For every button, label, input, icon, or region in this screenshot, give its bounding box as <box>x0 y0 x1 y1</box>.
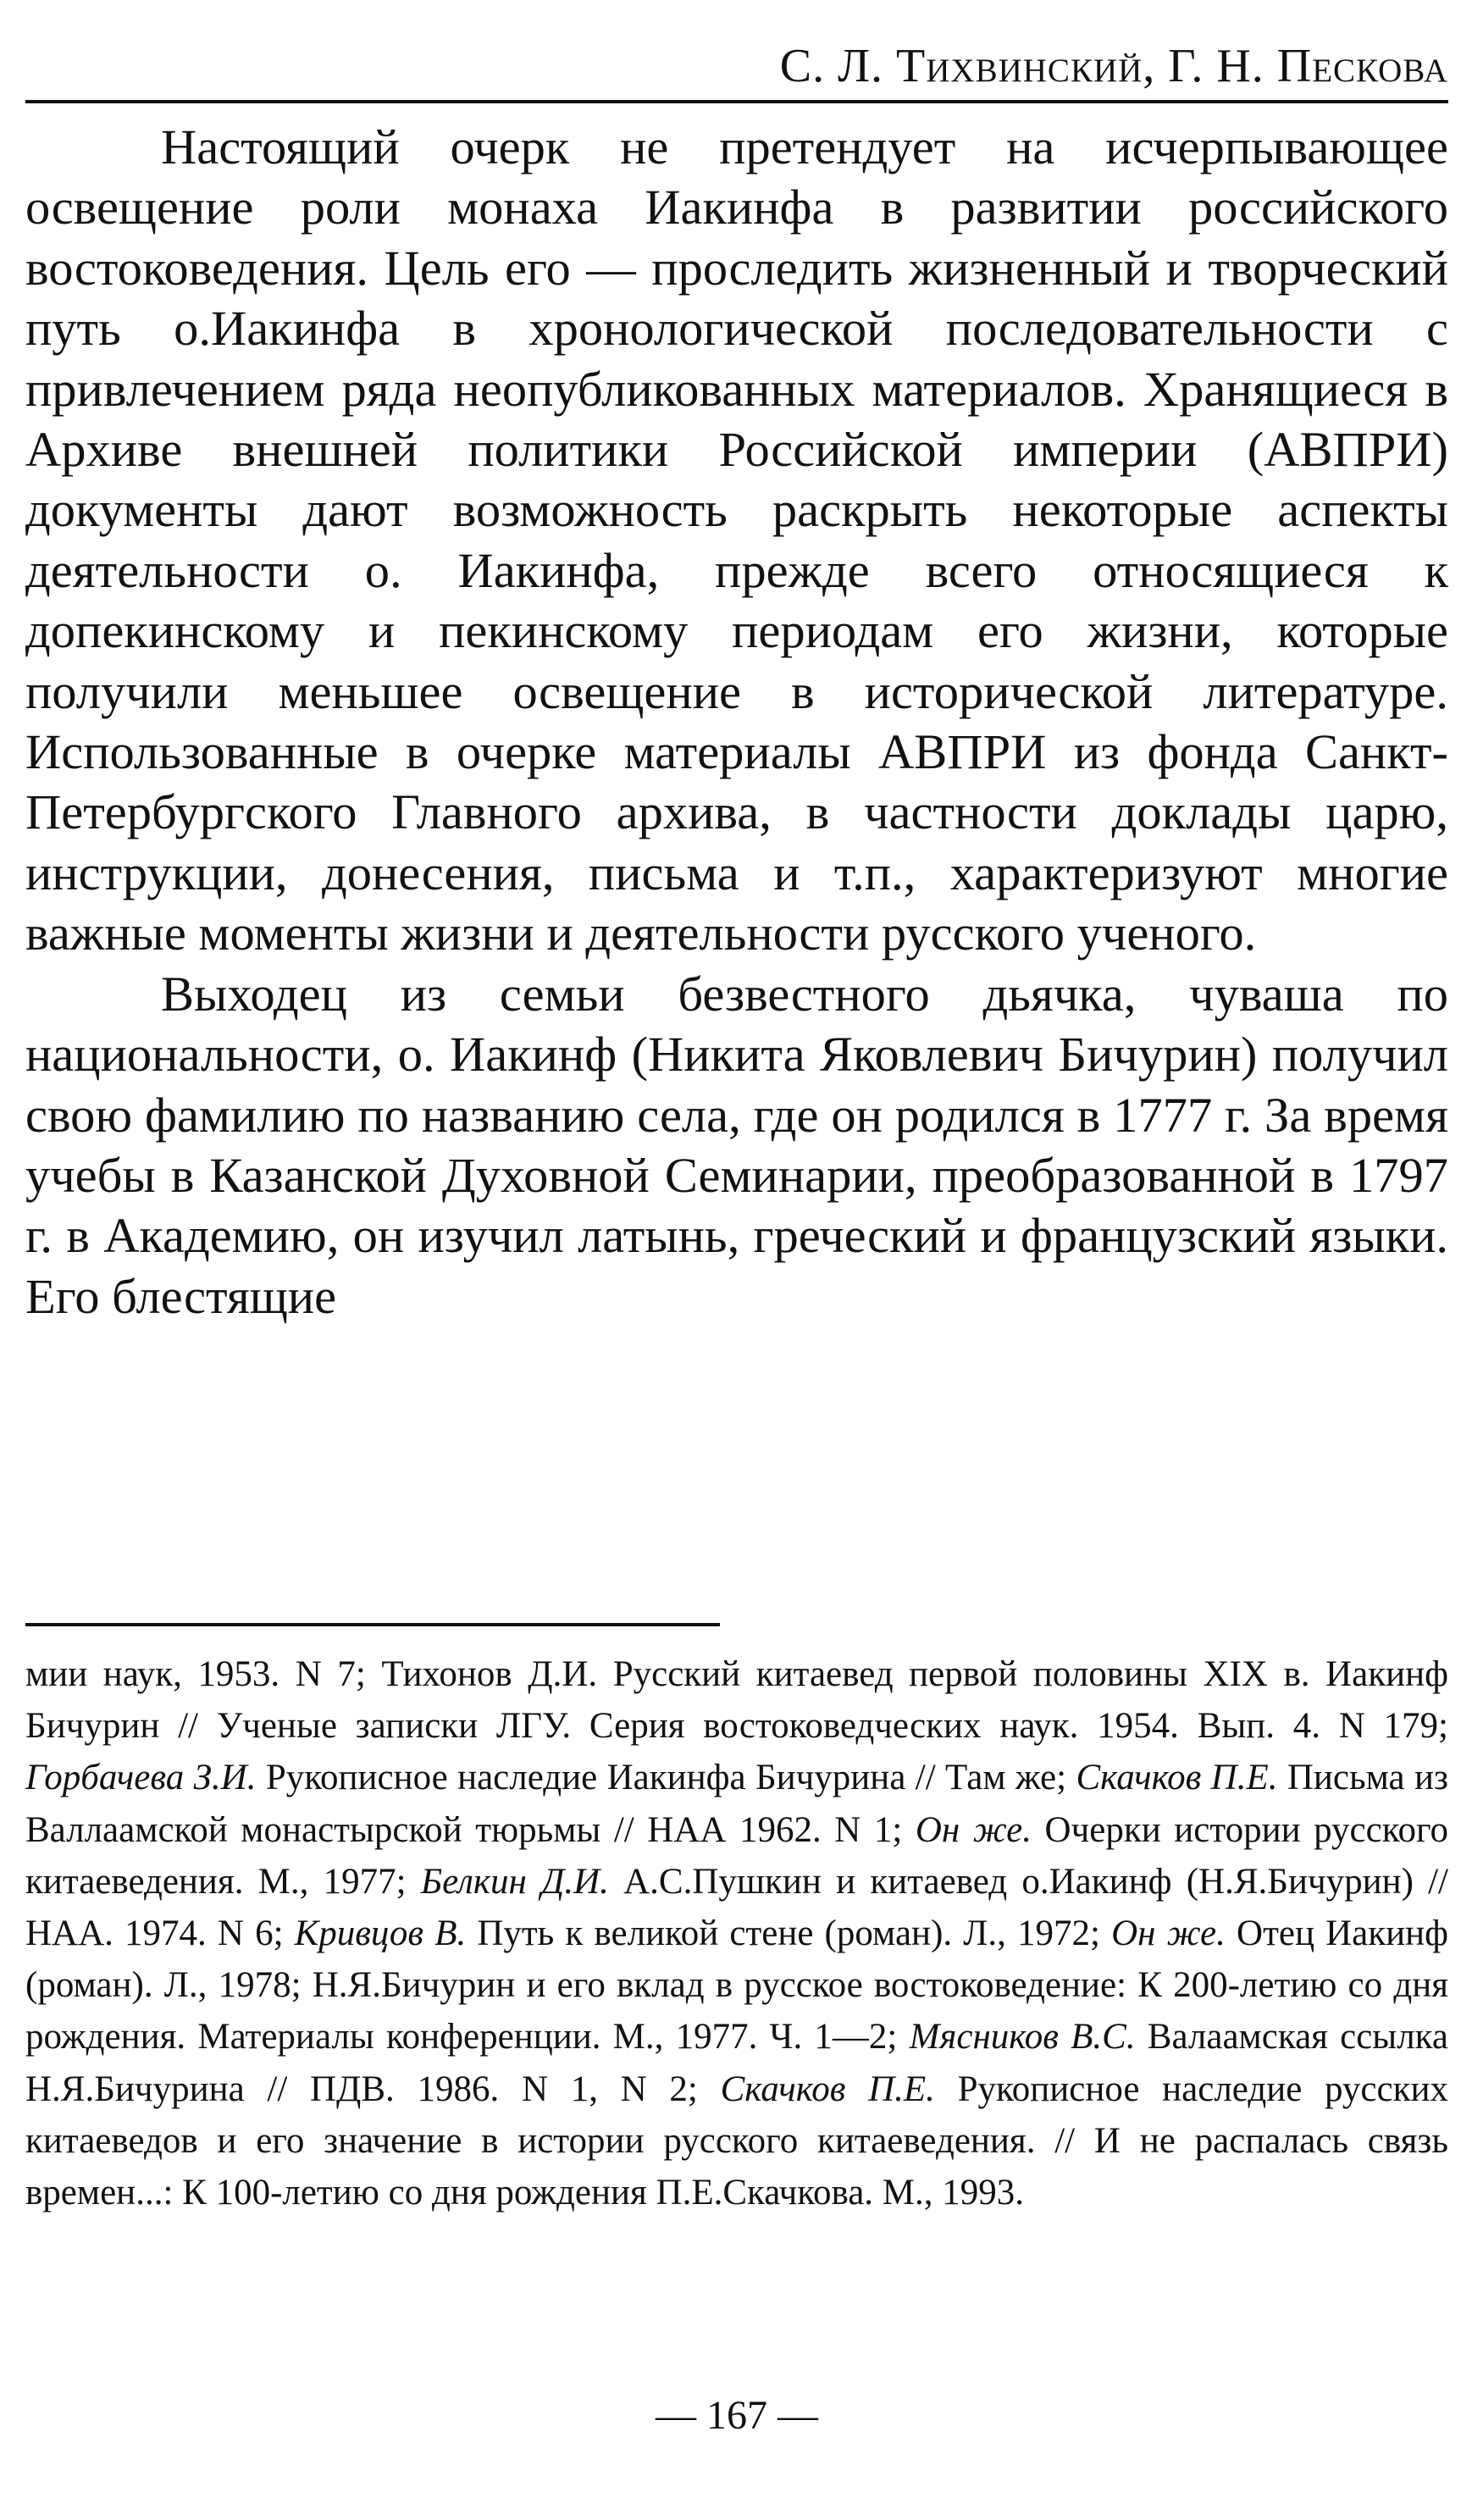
header-rule <box>25 100 1448 103</box>
footnote-segment: Рукописное наследие Иакинфа Бичурина // Там же; <box>256 1758 1076 1798</box>
footnote-text <box>25 1648 1448 2218</box>
footnote-rule <box>25 1623 720 1626</box>
footnote-segment: Очерки истории русского китаеведения. М., 1977; <box>25 1809 1449 1902</box>
page-number: — 167 — <box>656 2393 818 2438</box>
footnote-segment: мии наук, 1953. N 7; Тихонов Д.И. Русский китаевед первой половины XIX в. Иакинф Бичурин // Ученые записки ЛГУ. Серия востоковедческих наук. 1954. Вып. 4. N 179; <box>25 1654 1448 1747</box>
paragraph-2: Выходец из семьи безвестного дьячка, чуваша по национальности, о. Иакинф (Никита Яковлевич Бичурин) получил свою фамилию по названию села, где он родился в 1777 г. За время учебы в Казанской Духовной Семинарии, преобразованной в 1797 г. в Академию, он изучил латынь, греческий и французский языки. Его блестящие <box>25 966 1448 1324</box>
footnote-author-italic: Мясников В.С. <box>909 2017 1136 2058</box>
running-head <box>25 32 1448 100</box>
footnote-author-italic: Скачков П.Е. <box>1076 1758 1278 1798</box>
footnote-segment: Отец Иакинф (роман). Л., 1978; Н.Я.Бичурин и его вклад в русское востоковедение: К 200-летию со дня рождения. Материалы конференции. М., 1977. Ч. 1—2; <box>25 1914 1449 2058</box>
footnote-segment: Валаамская ссылка Н.Я.Бичурина // ПДВ. 1986. N 1, N 2; <box>25 2017 1448 2109</box>
footnote-author-italic: Он же. <box>915 1809 1032 1850</box>
footnote-segment: А.С.Пушкин и китаевед о.Иакинф (Н.Я.Бичурин) // НАА. 1974. N 6; <box>25 1861 1449 1954</box>
book-page <box>25 0 1448 2520</box>
paragraph-1: Настоящий очерк не претендует на исчерпывающее освещение роли монаха Иакинфа в развитии российского востоковедения. Цель его — проследить жизненный и творческий путь о.Иакинфа в хронологической последовательности с привлечением ряда неопубликованных материалов. Хранящиеся в Архиве внешней политики Российской империи (АВПРИ) документы дают возможность раскрыть некоторые аспекты деятельности о. Иакинфа, прежде всего относящиеся к допекинскому и пекинскому периодам его жизни, которые получили меньшее освещение в исторической литературе. Использованные в очерке материалы АВПРИ из фонда Санкт-Петербургского Главного архива, в частности доклады царю, инструкции, донесения, письма и т.п., характеризуют многие важные моменты жизни и деятельности русского ученого. <box>25 119 1448 961</box>
footnote-segment: Рукописное наследие русских китаеведов и его значение в истории русского китаеведения. // И не распалась связь времен...: К 100-летию со дня рождения П.Е.Скачкова. М., 1993. <box>25 2069 1449 2213</box>
footnote <box>25 1648 1448 2218</box>
footnote-author-italic: Он же. <box>1111 1914 1226 1954</box>
running-head-authors: С. Л. Тихвинский, Г. Н. Пескова <box>779 40 1448 92</box>
footnote-author-italic: Скачков П.Е. <box>720 2069 935 2109</box>
main-text <box>25 117 1448 1326</box>
footnote-segment: Письма из Валлаамской монастырской тюрьмы // НАА 1962. N 1; <box>25 1758 1448 1850</box>
footnote-segment: Путь к великой стене (роман). Л., 1972; <box>466 1914 1112 1954</box>
footnote-author-italic: Белкин Д.И. <box>420 1861 609 1902</box>
footnote-author-italic: Горбачева З.И. <box>25 1758 257 1798</box>
footnote-author-italic: Кривцов В. <box>294 1914 467 1954</box>
